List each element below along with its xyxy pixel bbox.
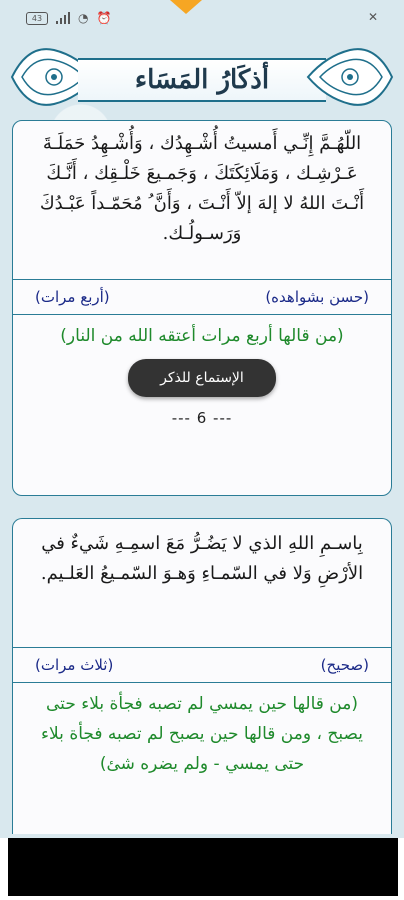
banner-placeholder — [8, 838, 398, 896]
dhikr-text: بِاسـمِ اللهِ الذي لا يَضُـرُّ مَعَ اسمِـهِ شَيءٌ في الأرْضِ وَلا في السّمـاءِ وَهـوَ السّمـيعُ العَلـيم. — [40, 533, 364, 584]
listen-button[interactable]: الإستماع للذكر — [128, 359, 276, 397]
battery-icon — [26, 12, 48, 25]
ornament-right-icon — [304, 42, 396, 112]
page-title: أذكَارُ المَسَاء — [134, 65, 270, 95]
hadith-grade: (صحيح) — [320, 656, 369, 674]
repeat-count: (أربع مرات) — [35, 288, 110, 306]
navigation-bar — [0, 838, 404, 900]
dhikr-card[interactable] — [12, 518, 392, 834]
dhikr-card[interactable] — [12, 120, 392, 496]
benefit-text: (من قالها حين يمسي لم تصبه فجأة بلاء حتى يصبح ، ومن قالها حين يصبح لم تصبه فجأة بلاء حتى يمسي - ولم يضره شئ) — [41, 694, 363, 774]
title-band — [78, 58, 326, 102]
dhikr-text: اللّهُـمَّ إِنِّـي أَمسيتُ أُشْـهِدُك ، وَأُشْـهِدُ حَمَلَـةَ عَـرْشِـك ، وَمَلَائِكَتَكَ ، وَجَمـيعَ خَلْـقِك ، أَنَّـكَ أَنْـتَ اللهُ لا إلهَ إلاّ أَنْـتَ ، وَأَنَّ ُ مُحَمّـداً عَبْـدُكَ وَرَسـولُـك. — [39, 133, 365, 244]
alarm-icon: ⏰ — [96, 11, 112, 25]
meta-row — [13, 647, 391, 683]
status-bar — [0, 0, 404, 34]
sound-icon: ✕ — [367, 10, 378, 24]
repeat-count: (ثلاث مرات) — [35, 656, 114, 674]
benefit-text: (من قالها أربع مرات أعتقه الله من النار) — [60, 326, 344, 346]
wifi-icon: ◔ — [78, 11, 89, 25]
meta-row — [13, 279, 391, 315]
battery-level: 43 — [31, 13, 43, 23]
dhikr-counter[interactable]: --- 6 --- — [171, 409, 233, 427]
signal-icon — [56, 12, 70, 24]
page-header — [8, 42, 396, 112]
hadith-grade: (حسن بشواهده) — [265, 288, 369, 306]
